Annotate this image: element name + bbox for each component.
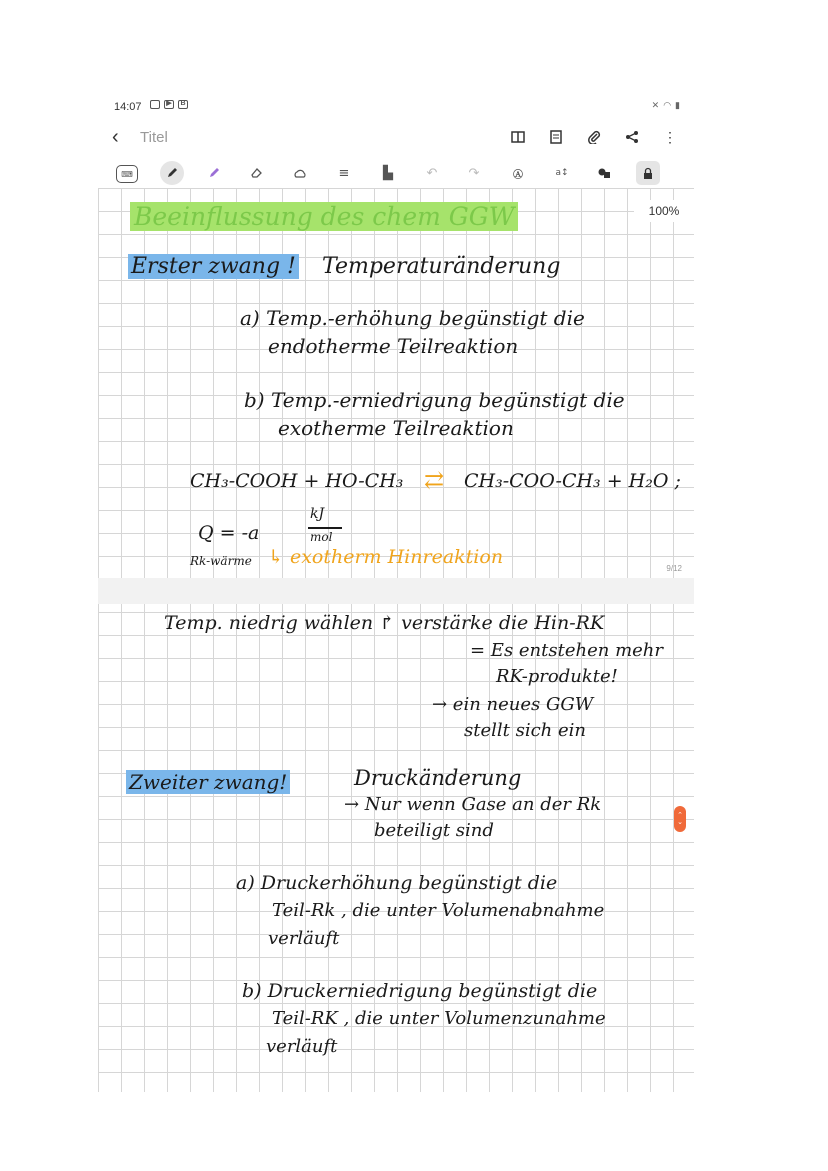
status-icons — [150, 100, 188, 109]
redo-icon[interactable]: ↷ — [468, 165, 480, 181]
note-heading: Beeinflussung des chem GGW — [130, 202, 518, 231]
p2-line3: RK-produkte! — [496, 666, 618, 687]
first-topic: Temperaturänderung — [322, 254, 561, 279]
shape-text-icon[interactable]: ≡ — [338, 165, 350, 181]
rk-label: Rk-wärme — [190, 554, 252, 568]
point-b1-line2: exotherme Teilreaktion — [278, 416, 514, 440]
lock-icon[interactable] — [636, 161, 660, 185]
fraction-bar — [308, 527, 342, 529]
zoom-indicator[interactable]: 100% — [634, 200, 694, 222]
back-icon[interactable]: ‹ — [112, 126, 119, 148]
q-label: Q = -a — [198, 522, 260, 544]
point-a2-line2: Teil-Rk , die unter Volumenabnahme — [272, 900, 605, 921]
more-icon[interactable]: ⋮ — [663, 128, 677, 145]
page-separator — [98, 578, 694, 604]
equation-left: CH₃-COOH + HO-CH₃ — [190, 470, 404, 492]
undo-icon[interactable]: ↶ — [426, 165, 438, 181]
p2-line4: → ein neues GGW — [432, 694, 594, 715]
image-icon — [150, 100, 160, 109]
scroll-handle[interactable]: ⌃ ⌄ — [674, 806, 686, 832]
exotherm-note: ↳ exotherm Hinreaktion — [268, 546, 504, 568]
point-a1-line1: a) Temp.-erhöhung begünstigt die — [240, 306, 585, 330]
notes-app-window — [98, 92, 694, 1092]
keyboard-icon[interactable]: ⌨ — [116, 165, 138, 183]
title-actions — [508, 127, 680, 147]
note-page-1[interactable] — [98, 188, 694, 578]
p2-line2: = Es entstehen mehr — [470, 640, 663, 661]
first-label-wrap — [128, 254, 299, 279]
status-right-icons — [652, 100, 680, 111]
text-recognition-icon[interactable]: Ⓐ — [513, 169, 523, 181]
mute-icon: ✕ — [651, 100, 660, 110]
heading-highlight — [130, 202, 518, 231]
point-a1-line2: endotherme Teilreaktion — [268, 334, 519, 358]
status-bar — [98, 92, 694, 120]
second-label: Zweiter zwang! — [126, 770, 290, 794]
point-b2-line3: verläuft — [266, 1036, 338, 1057]
note-page-2[interactable] — [98, 604, 694, 1092]
title-bar — [98, 122, 694, 154]
second-label-wrap — [126, 770, 290, 794]
q-unit-bottom: mol — [310, 530, 333, 544]
first-label: Erster zwang ! — [128, 254, 299, 279]
second-topic: Druckänderung — [354, 766, 522, 790]
pen-icon[interactable] — [160, 161, 184, 185]
text-box-icon[interactable]: a↕ — [555, 168, 569, 178]
second-sub2: beteiligt sind — [374, 820, 494, 841]
insert-icon[interactable]: ▙ — [383, 165, 393, 181]
p2-line5: stellt sich ein — [464, 720, 586, 741]
eraser-icon[interactable] — [244, 161, 268, 185]
youtube-icon: ▶ — [164, 100, 174, 109]
share-icon[interactable] — [622, 127, 642, 147]
color-icon[interactable] — [592, 161, 616, 185]
point-a2-line3: verläuft — [268, 928, 340, 949]
point-b2-line2: Teil-RK , die unter Volumenzunahme — [272, 1008, 606, 1029]
q-unit-top: kJ — [310, 506, 325, 522]
attach-icon[interactable] — [584, 127, 604, 147]
point-b1-line1: b) Temp.-erniedrigung begünstigt die — [244, 388, 625, 412]
lasso-icon[interactable] — [288, 161, 312, 185]
p2-line1: Temp. niedrig wählen ↱ verstärke die Hin-RK — [164, 612, 605, 634]
book-view-icon[interactable] — [508, 127, 528, 147]
page-view-icon[interactable] — [546, 127, 566, 147]
b-icon: B — [178, 100, 188, 109]
note-title[interactable]: Titel — [140, 129, 168, 146]
second-sub1: → Nur wenn Gase an der Rk — [344, 794, 602, 815]
page-indicator: 9/12 — [666, 564, 682, 573]
equation-right: CH₃-COO-CH₃ + H₂O ; — [464, 470, 681, 492]
wifi-icon: ◠ — [663, 100, 672, 110]
drawing-toolbar — [98, 158, 694, 188]
status-time: 14:07 — [114, 101, 142, 113]
point-a2-line1: a) Druckerhöhung begünstigt die — [236, 872, 558, 894]
equation-arrow: ⇄ — [424, 466, 445, 494]
point-b2-line1: b) Druckerniedrigung begünstigt die — [242, 980, 598, 1002]
battery-icon: ▮ — [675, 100, 680, 110]
highlighter-icon[interactable] — [202, 161, 226, 185]
